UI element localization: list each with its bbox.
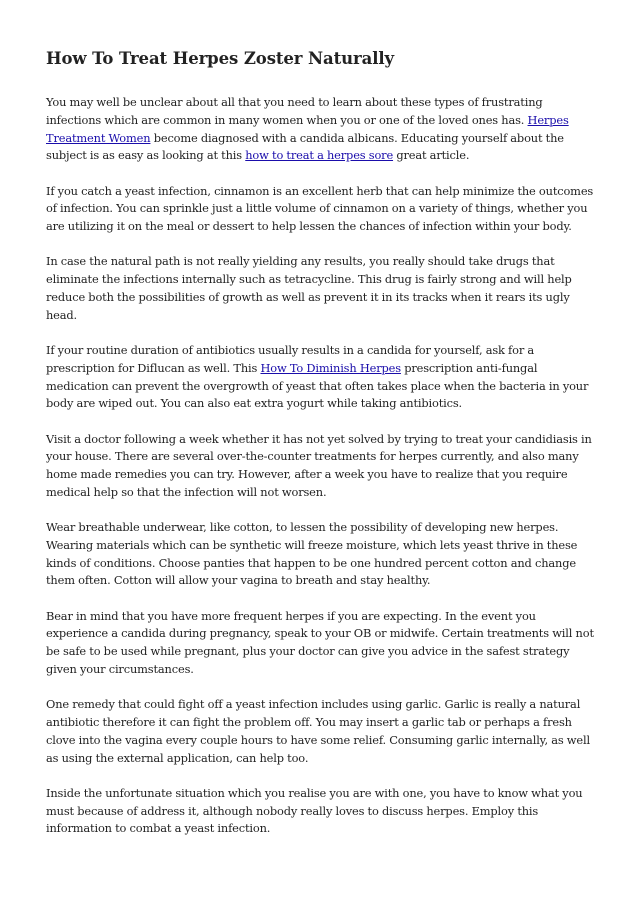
paragraph-text: In case the natural path is not really yielding any results, you really should take drugs that eliminate the infections internally such as tetracycline. This drug is fairly strong and will help reduce both the possibilities of growth as well as prevent it in its tracks when it rears its ugly head.: [46, 254, 572, 322]
paragraph: [46, 431, 594, 502]
paragraph-text: Inside the unfortunate situation which you realise you are with one, you have to know what you must because of address it, although nobody really loves to discuss herpes. Employ this information to combat a yeast infection.: [46, 785, 583, 836]
paragraph: [46, 253, 594, 324]
inline-link[interactable]: how to treat a herpes sore: [245, 148, 394, 163]
paragraph: [46, 696, 594, 767]
paragraph: [46, 785, 594, 838]
page-title: How To Treat Herpes Zoster Naturally: [46, 49, 395, 68]
paragraph-text: If your routine duration of antibiotics usually results in a candida for yourself, ask for a prescription for Diflucan as well. This: [46, 342, 535, 375]
paragraph: [46, 519, 594, 590]
paragraph-text: Wear breathable underwear, like cotton, to lessen the possibility of developing new herpes. Wearing materials which can be synthetic will freeze moisture, which lets yeast thrive in these kinds of conditions. Choose panties that happen to be one hundred percent cotton and change them often. Cotton will allow your vagina to breath and stay healthy.: [46, 520, 578, 588]
paragraph: [46, 608, 594, 679]
paragraph-text: You may well be unclear about all that you need to learn about these types of frustrating infections which are common in many women when you or one of the loved ones has.: [46, 95, 543, 127]
paragraph: [46, 183, 594, 236]
paragraph-text: If you catch a yeast infection, cinnamon is an excellent herb that can help minimize the outcomes of infection. You can sprinkle just a little volume of cinnamon on a variety of things, whether you are utilizing it on the meal or dessert to help lessen the chances of infection within your body.: [46, 183, 594, 234]
inline-link[interactable]: Herpes Treatment Women: [46, 112, 569, 145]
paragraph-text: Visit a doctor following a week whether it has not yet solved by trying to treat your candidiasis in your house. There are several over-the-counter treatments for herpes currently, and also many home made remedies you can try. However, after a week you have to realize that you require medical help so that the infection will not worsen.: [46, 431, 592, 499]
article-body: [46, 94, 594, 838]
paragraph-text: One remedy that could fight off a yeast infection includes using garlic. Garlic is really a natural antibiotic therefore it can fight the problem off. You may insert a garlic tab or perhaps a fresh clove into the vagina every couple hours to have some relief. Consuming garlic internally, as well as using the external application, can help too.: [46, 697, 590, 765]
paragraph-text: become diagnosed with a candida albicans. Educating yourself about the subject is as easy as looking at this: [46, 130, 564, 163]
paragraph: [46, 342, 594, 413]
paragraph-text: Bear in mind that you have more frequent herpes if you are expecting. In the event you experience a candida during pregnancy, speak to your OB or midwife. Certain treatments will not be safe to be used while pregnant, plus your doctor can give you advice in the safest strategy given your circumstances.: [46, 608, 594, 677]
document-page: [46, 48, 594, 856]
inline-link[interactable]: How To Diminish Herpes: [260, 360, 401, 375]
paragraph: [46, 94, 594, 165]
paragraph-text: great article.: [393, 148, 470, 163]
paragraph-text: prescription anti-fungal medication can prevent the overgrowth of yeast that often takes place when the bacteria in your body are wiped out. You can also eat extra yogurt while taking antibiotics.: [46, 360, 589, 411]
